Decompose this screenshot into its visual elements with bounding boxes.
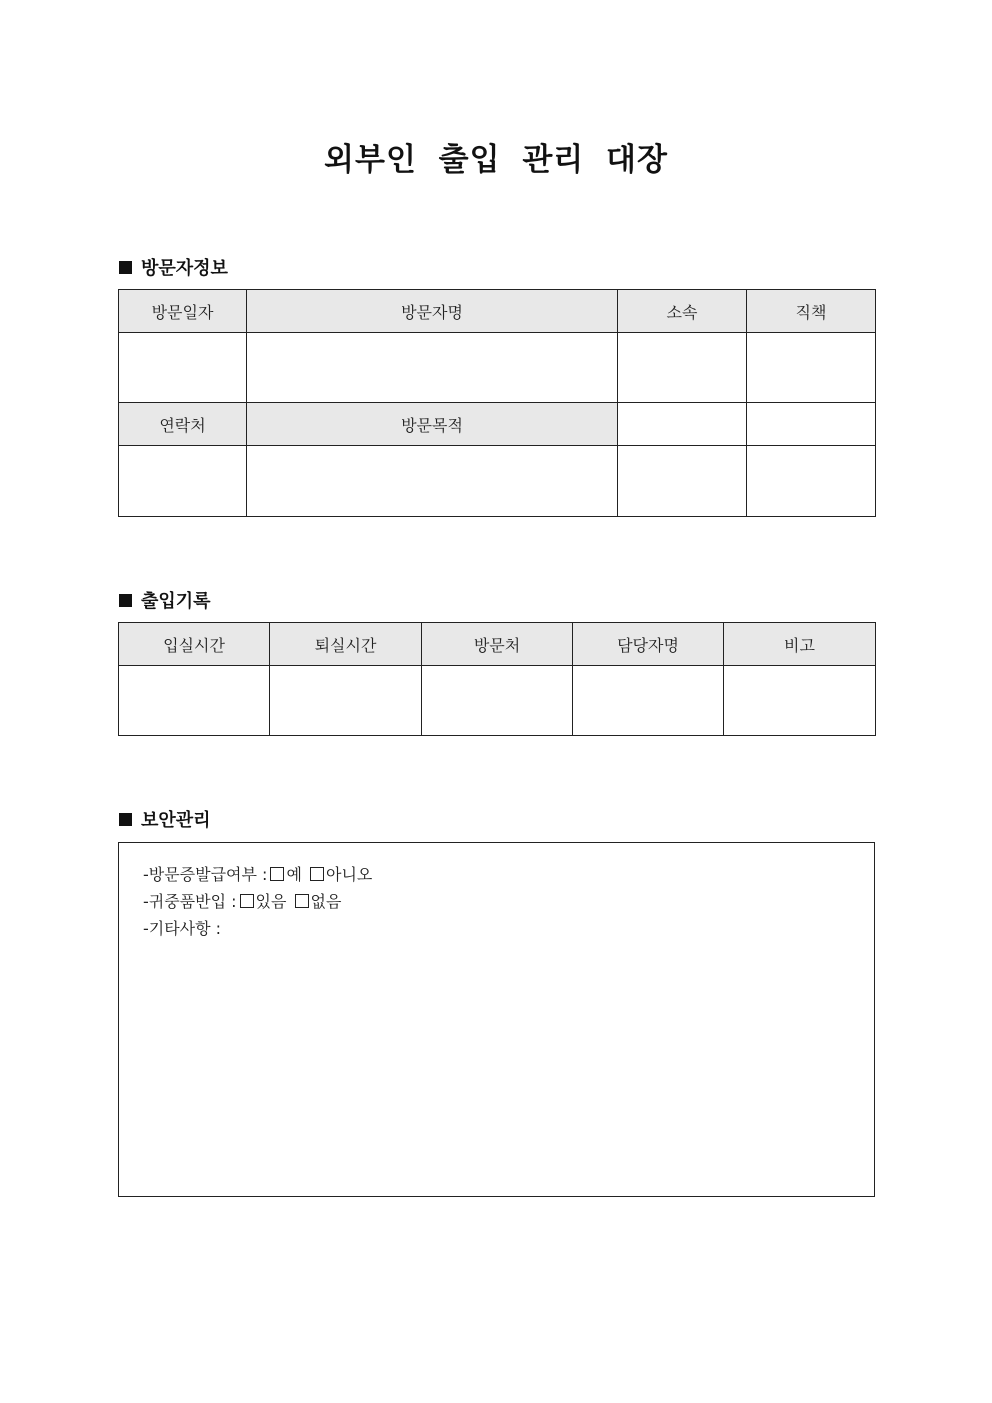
header-exit-time: 퇴실시간 <box>270 623 422 666</box>
valuables-option-yes: 있음 <box>255 892 287 911</box>
other-notes-label: -기타사항 : <box>143 919 222 938</box>
visitor-info-heading <box>119 254 228 280</box>
header-destination: 방문처 <box>422 623 573 666</box>
blank-cell[interactable] <box>618 403 747 446</box>
blank-cell[interactable] <box>618 446 747 517</box>
header-contact: 연락처 <box>119 403 247 446</box>
pass-option-no: 아니오 <box>326 865 373 884</box>
valuables-line <box>143 888 372 915</box>
checkbox-icon[interactable] <box>310 867 324 881</box>
header-entry-time: 입실시간 <box>119 623 270 666</box>
security-heading <box>119 806 211 832</box>
blank-cell[interactable] <box>747 446 876 517</box>
other-notes-line <box>143 915 372 942</box>
position-cell[interactable] <box>747 333 876 403</box>
valuables-option-no: 없음 <box>310 892 342 911</box>
checkbox-icon[interactable] <box>240 894 254 908</box>
header-visitor-name: 방문자명 <box>247 290 618 333</box>
visitor-info-heading-label: 방문자정보 <box>141 258 228 279</box>
header-visit-purpose: 방문목적 <box>247 403 618 446</box>
checkbox-icon[interactable] <box>295 894 309 908</box>
header-affiliation: 소속 <box>618 290 747 333</box>
access-record-table <box>118 622 876 736</box>
visitor-name-cell[interactable] <box>247 333 618 403</box>
header-position: 직책 <box>747 290 876 333</box>
access-record-heading <box>119 587 211 613</box>
pass-option-yes: 예 <box>286 865 302 884</box>
blank-cell[interactable] <box>747 403 876 446</box>
square-bullet-icon <box>119 813 132 826</box>
pass-issued-line <box>143 861 372 888</box>
pass-issued-label: -방문증발급여부 : <box>143 865 268 884</box>
contact-cell[interactable] <box>119 446 247 517</box>
checkbox-icon[interactable] <box>270 867 284 881</box>
exit-time-cell[interactable] <box>270 666 422 736</box>
affiliation-cell[interactable] <box>618 333 747 403</box>
visit-purpose-cell[interactable] <box>247 446 618 517</box>
header-visit-date: 방문일자 <box>119 290 247 333</box>
access-record-heading-label: 출입기록 <box>141 591 211 612</box>
remarks-cell[interactable] <box>724 666 876 736</box>
destination-cell[interactable] <box>422 666 573 736</box>
square-bullet-icon <box>119 261 132 274</box>
header-remarks: 비고 <box>724 623 876 666</box>
page-title: 외부인 출입 관리 대장 <box>324 142 668 178</box>
square-bullet-icon <box>119 594 132 607</box>
security-heading-label: 보안관리 <box>141 810 211 831</box>
contact-person-cell[interactable] <box>573 666 724 736</box>
entry-time-cell[interactable] <box>119 666 270 736</box>
visit-date-cell[interactable] <box>119 333 247 403</box>
valuables-label: -귀중품반입 : <box>143 892 237 911</box>
security-box <box>118 842 875 1197</box>
header-contact-person: 담당자명 <box>573 623 724 666</box>
visitor-info-table <box>118 289 876 517</box>
